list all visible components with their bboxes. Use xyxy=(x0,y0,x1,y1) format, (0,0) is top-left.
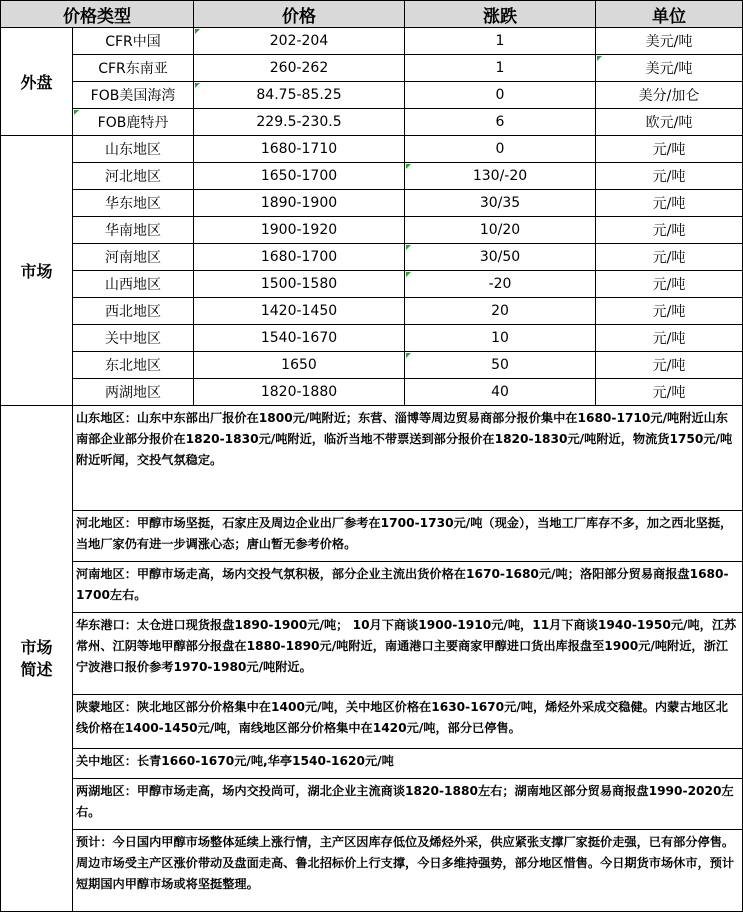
row-price: 202-204 xyxy=(194,28,405,55)
row-unit: 元/吨 xyxy=(596,379,743,406)
row-unit: 美元/吨 xyxy=(596,28,743,55)
summary-note-shaanxi-inner-mongolia: 陕蒙地区：陕北地区部分价格集中在1400元/吨，关中地区价格在1630-1670元/吨，烯烃外采成交稳健。内蒙古地区北线价格在1400-1450元/吨，南线地区部分价格集中在1420元/吨，部分已停售。 xyxy=(73,695,743,749)
summary-note-east-port: 华东港口：太仓进口现货报盘1890-1900元/吨； 10月下商谈1900-1910元/吨，11月下商谈1940-1950元/吨，江苏常州、江阴等地甲醇部分报盘在1880-1890元/吨附近，南通港口主要商家甲醇进口货出库报盘至1900元/吨附近，浙江宁波港口报价参考1970-1980元/吨附近。 xyxy=(73,613,743,695)
row-name: 山东地区 xyxy=(73,136,194,163)
row-change: 20 xyxy=(405,298,596,325)
summary-note-hebei: 河北地区：甲醇市场坚挺，石家庄及周边企业出厂参考在1700-1730元/吨（现金），当地工厂库存不多，加之西北坚挺，当地厂家仍有进一步调涨心态；唐山暂无参考价格。 xyxy=(73,511,743,562)
row-change: 50 xyxy=(405,352,596,379)
summary-row xyxy=(1,749,743,779)
row-unit: 元/吨 xyxy=(596,163,743,190)
row-price: 1650 xyxy=(194,352,405,379)
header-row xyxy=(1,1,743,28)
summary-note-guanzhong: 关中地区：长青1660-1670元/吨,华亭1540-1620元/吨 xyxy=(73,749,743,779)
row-change: -20 xyxy=(405,271,596,298)
row-change: 30/35 xyxy=(405,190,596,217)
row-name: 西北地区 xyxy=(73,298,194,325)
summary-row xyxy=(1,779,743,830)
row-name: 山西地区 xyxy=(73,271,194,298)
row-change: 40 xyxy=(405,379,596,406)
row-price: 1680-1710 xyxy=(194,136,405,163)
table-row xyxy=(1,244,743,271)
row-change: 30/50 xyxy=(405,244,596,271)
summary-note-henan: 河南地区：甲醇市场走高，场内交投气氛积极，部分企业主流出货价格在1670-1680元/吨；洛阳部分贸易商报盘1680-1700左右。 xyxy=(73,562,743,613)
row-price: 229.5-230.5 xyxy=(194,109,405,136)
row-price: 1540-1670 xyxy=(194,325,405,352)
row-unit: 元/吨 xyxy=(596,298,743,325)
header-unit: 单位 xyxy=(596,1,743,28)
group-label-outer: 外盘 xyxy=(1,28,73,136)
row-name: CFR东南亚 xyxy=(73,55,194,82)
table-row xyxy=(1,298,743,325)
table-row xyxy=(1,163,743,190)
row-unit: 元/吨 xyxy=(596,136,743,163)
row-price: 1820-1880 xyxy=(194,379,405,406)
row-name: 河南地区 xyxy=(73,244,194,271)
row-change: 10/20 xyxy=(405,217,596,244)
row-name: 关中地区 xyxy=(73,325,194,352)
row-name: 华东地区 xyxy=(73,190,194,217)
header-change: 涨跌 xyxy=(405,1,596,28)
row-unit: 美元/吨 xyxy=(596,55,743,82)
summary-row xyxy=(1,613,743,695)
table-row xyxy=(1,352,743,379)
row-name: CFR中国 xyxy=(73,28,194,55)
row-unit: 元/吨 xyxy=(596,190,743,217)
summary-note-shandong: 山东地区：山东中东部出厂报价在1800元/吨附近；东营、淄博等周边贸易商部分报价集中在1680-1710元/吨附近山东南部企业部分报价在1820-1830元/吨附近，临沂当地不带票送到部分报价在1820-1830元/吨附近，物流货1750元/吨附近听闻，交投气氛稳定。 xyxy=(73,406,743,511)
row-name: 华南地区 xyxy=(73,217,194,244)
row-price: 1650-1700 xyxy=(194,163,405,190)
row-price: 1680-1700 xyxy=(194,244,405,271)
row-price: 260-262 xyxy=(194,55,405,82)
row-change: 10 xyxy=(405,325,596,352)
summary-row xyxy=(1,695,743,749)
table-row xyxy=(1,55,743,82)
table-row xyxy=(1,82,743,109)
row-change: 1 xyxy=(405,55,596,82)
row-change: 1 xyxy=(405,28,596,55)
row-price: 1500-1580 xyxy=(194,271,405,298)
table-row xyxy=(1,379,743,406)
row-price: 1890-1900 xyxy=(194,190,405,217)
row-price: 84.75-85.25 xyxy=(194,82,405,109)
row-unit: 元/吨 xyxy=(596,325,743,352)
row-name: 两湖地区 xyxy=(73,379,194,406)
summary-row xyxy=(1,511,743,562)
table-row xyxy=(1,190,743,217)
summary-row xyxy=(1,830,743,912)
row-price: 1900-1920 xyxy=(194,217,405,244)
row-unit: 元/吨 xyxy=(596,217,743,244)
table-row xyxy=(1,109,743,136)
table-row xyxy=(1,217,743,244)
header-price-type: 价格类型 xyxy=(1,1,194,28)
header-price: 价格 xyxy=(194,1,405,28)
summary-note-lianghu: 两湖地区：甲醇市场走高，场内交投尚可，湖北企业主流商谈1820-1880左右；湖南地区部分贸易商报盘1990-2020左右。 xyxy=(73,779,743,830)
table-row xyxy=(1,136,743,163)
table-row xyxy=(1,271,743,298)
row-change: 0 xyxy=(405,136,596,163)
row-price: 1420-1450 xyxy=(194,298,405,325)
row-change: 6 xyxy=(405,109,596,136)
row-unit: 元/吨 xyxy=(596,352,743,379)
row-name: 东北地区 xyxy=(73,352,194,379)
group-label-summary xyxy=(1,406,73,912)
row-name: FOB美国海湾 xyxy=(73,82,194,109)
row-unit: 欧元/吨 xyxy=(596,109,743,136)
summary-row xyxy=(1,562,743,613)
group-label-market: 市场 xyxy=(1,136,73,406)
summary-note-forecast: 预计：今日国内甲醇市场整体延续上涨行情，主产区因库存低位及烯烃外采，供应紧张支撑厂家挺价走强，已有部分停售。周边市场受主产区涨价带动及盘面走高、鲁北招标价上行支撑，今日多维持强势，部分地区惜售。今日期货市场休市，预计短期国内甲醇市场或将坚挺整理。 xyxy=(73,830,743,912)
row-unit: 元/吨 xyxy=(596,244,743,271)
row-name: 河北地区 xyxy=(73,163,194,190)
row-change: 130/-20 xyxy=(405,163,596,190)
row-unit: 元/吨 xyxy=(596,271,743,298)
group-label-summary-text: 市场简述 xyxy=(20,637,53,679)
row-change: 0 xyxy=(405,82,596,109)
table-row xyxy=(1,28,743,55)
row-name: FOB鹿特丹 xyxy=(73,109,194,136)
table-row xyxy=(1,325,743,352)
row-unit: 美分/加仑 xyxy=(596,82,743,109)
summary-row xyxy=(1,406,743,511)
